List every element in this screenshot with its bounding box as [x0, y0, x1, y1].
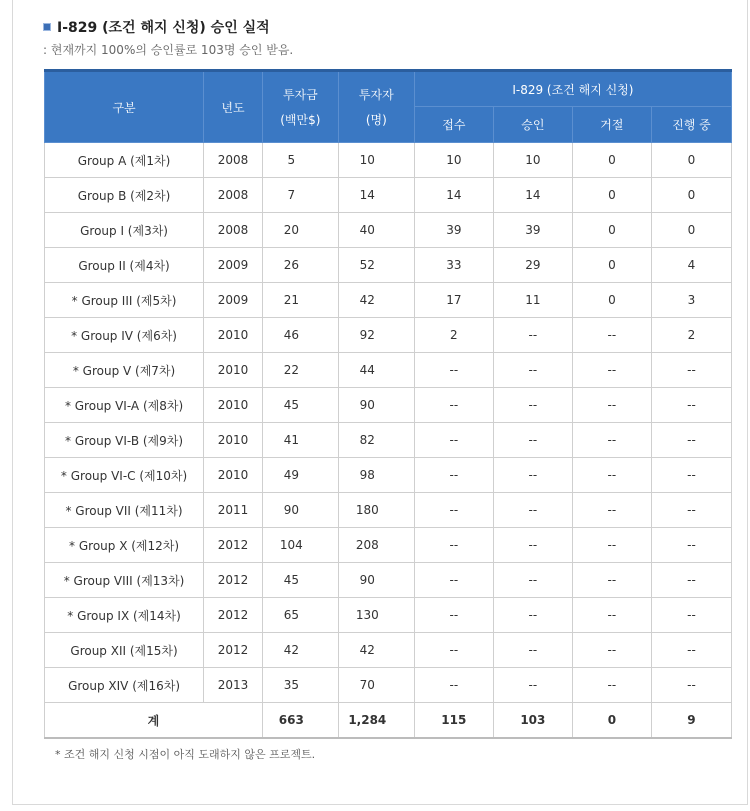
cell-rejected: --	[572, 598, 651, 633]
cell-investors: 92	[338, 318, 414, 353]
cell-received: --	[414, 598, 493, 633]
cell-received: --	[414, 388, 493, 423]
cell-year: 2010	[204, 388, 263, 423]
cell-investment: 26	[262, 248, 338, 283]
table-row	[45, 423, 732, 458]
cell-category: * Group IV (제6차)	[45, 318, 204, 353]
cell-rejected: --	[572, 458, 651, 493]
cell-category: Group XII (제15차)	[45, 633, 204, 668]
cell-approved: --	[493, 318, 572, 353]
cell-investors: 42	[338, 633, 414, 668]
cell-investors: 44	[338, 353, 414, 388]
header-investment	[262, 71, 338, 143]
cell-investors: 82	[338, 423, 414, 458]
cell-year: 2008	[204, 143, 263, 178]
cell-investment: 49	[262, 458, 338, 493]
cell-in-progress: --	[651, 528, 731, 563]
total-investment: 663	[262, 703, 338, 739]
header-year: 년도	[204, 71, 263, 143]
cell-investment: 65	[262, 598, 338, 633]
cell-investment: 45	[262, 563, 338, 598]
total-investors: 1,284	[338, 703, 414, 739]
cell-approved: --	[493, 353, 572, 388]
table-body	[45, 143, 732, 703]
cell-received: 2	[414, 318, 493, 353]
cell-category: Group II (제4차)	[45, 248, 204, 283]
header-investment-label: 투자금	[282, 88, 318, 102]
cell-category: * Group V (제7차)	[45, 353, 204, 388]
cell-in-progress: 3	[651, 283, 731, 318]
cell-category: * Group VIII (제13차)	[45, 563, 204, 598]
cell-approved: 11	[493, 283, 572, 318]
cell-approved: --	[493, 388, 572, 423]
cell-rejected: --	[572, 528, 651, 563]
cell-in-progress: 0	[651, 143, 731, 178]
section-title	[43, 17, 270, 37]
cell-investors: 14	[338, 178, 414, 213]
cell-investors: 90	[338, 388, 414, 423]
cell-category: * Group III (제5차)	[45, 283, 204, 318]
cell-approved: --	[493, 493, 572, 528]
cell-year: 2010	[204, 458, 263, 493]
cell-in-progress: --	[651, 633, 731, 668]
cell-investors: 98	[338, 458, 414, 493]
cell-year: 2009	[204, 248, 263, 283]
total-row	[45, 703, 732, 739]
cell-received: --	[414, 668, 493, 703]
cell-approved: --	[493, 668, 572, 703]
table-row	[45, 633, 732, 668]
cell-approved: 14	[493, 178, 572, 213]
cell-year: 2008	[204, 213, 263, 248]
cell-rejected: 0	[572, 143, 651, 178]
cell-in-progress: --	[651, 388, 731, 423]
cell-year: 2011	[204, 493, 263, 528]
table-row	[45, 178, 732, 213]
cell-investors: 130	[338, 598, 414, 633]
table-row	[45, 493, 732, 528]
cell-investment: 22	[262, 353, 338, 388]
cell-rejected: --	[572, 493, 651, 528]
cell-category: Group I (제3차)	[45, 213, 204, 248]
header-approved: 승인	[493, 107, 572, 143]
cell-approved: --	[493, 528, 572, 563]
cell-in-progress: 2	[651, 318, 731, 353]
header-received: 접수	[414, 107, 493, 143]
cell-investors: 90	[338, 563, 414, 598]
cell-in-progress: 0	[651, 178, 731, 213]
cell-rejected: 0	[572, 213, 651, 248]
cell-in-progress: --	[651, 668, 731, 703]
cell-category: Group XIV (제16차)	[45, 668, 204, 703]
cell-approved: --	[493, 563, 572, 598]
cell-investors: 208	[338, 528, 414, 563]
cell-year: 2012	[204, 528, 263, 563]
cell-investors: 42	[338, 283, 414, 318]
cell-year: 2010	[204, 353, 263, 388]
table-row	[45, 598, 732, 633]
total-approved: 103	[493, 703, 572, 739]
header-investment-unit: (백만$)	[280, 113, 321, 127]
cell-investment: 20	[262, 213, 338, 248]
cell-in-progress: --	[651, 423, 731, 458]
cell-received: --	[414, 458, 493, 493]
cell-received: --	[414, 493, 493, 528]
cell-received: --	[414, 528, 493, 563]
cell-rejected: --	[572, 318, 651, 353]
header-i829-group: I-829 (조건 해지 신청)	[414, 71, 731, 107]
table-row	[45, 388, 732, 423]
cell-rejected: 0	[572, 248, 651, 283]
cell-rejected: --	[572, 423, 651, 458]
cell-investment: 41	[262, 423, 338, 458]
cell-investors: 180	[338, 493, 414, 528]
header-rejected: 거절	[572, 107, 651, 143]
cell-rejected: --	[572, 668, 651, 703]
cell-received: 33	[414, 248, 493, 283]
cell-category: Group B (제2차)	[45, 178, 204, 213]
cell-investment: 90	[262, 493, 338, 528]
table-row	[45, 528, 732, 563]
cell-approved: --	[493, 458, 572, 493]
total-label: 계	[45, 703, 263, 739]
cell-category: * Group VI-B (제9차)	[45, 423, 204, 458]
square-bullet-icon	[43, 23, 51, 31]
cell-approved: --	[493, 423, 572, 458]
cell-year: 2010	[204, 423, 263, 458]
cell-approved: 29	[493, 248, 572, 283]
footnote: * 조건 해지 신청 시점이 아직 도래하지 않은 프로젝트.	[55, 748, 316, 761]
cell-in-progress: 4	[651, 248, 731, 283]
cell-in-progress: --	[651, 458, 731, 493]
cell-received: 10	[414, 143, 493, 178]
cell-category: Group A (제1차)	[45, 143, 204, 178]
section-subtitle: : 현재까지 100%의 승인률로 103명 승인 받음.	[43, 43, 294, 57]
cell-year: 2009	[204, 283, 263, 318]
cell-investment: 45	[262, 388, 338, 423]
cell-year: 2008	[204, 178, 263, 213]
cell-investment: 5	[262, 143, 338, 178]
cell-received: 14	[414, 178, 493, 213]
cell-year: 2013	[204, 668, 263, 703]
table-row	[45, 283, 732, 318]
cell-received: 39	[414, 213, 493, 248]
table-row	[45, 143, 732, 178]
table-row	[45, 248, 732, 283]
table-row	[45, 353, 732, 388]
cell-in-progress: --	[651, 563, 731, 598]
table-row	[45, 563, 732, 598]
cell-in-progress: 0	[651, 213, 731, 248]
i829-results-table	[44, 69, 732, 739]
cell-investment: 21	[262, 283, 338, 318]
total-in-progress: 9	[651, 703, 731, 739]
cell-rejected: --	[572, 633, 651, 668]
header-investors-unit: (명)	[365, 113, 387, 127]
cell-investors: 52	[338, 248, 414, 283]
total-rejected: 0	[572, 703, 651, 739]
cell-received: 17	[414, 283, 493, 318]
cell-in-progress: --	[651, 353, 731, 388]
header-in-progress: 진행 중	[651, 107, 731, 143]
cell-approved: 39	[493, 213, 572, 248]
table-row	[45, 458, 732, 493]
table-row	[45, 668, 732, 703]
cell-category: * Group VI-A (제8차)	[45, 388, 204, 423]
cell-received: --	[414, 423, 493, 458]
cell-rejected: --	[572, 388, 651, 423]
cell-investment: 7	[262, 178, 338, 213]
cell-approved: 10	[493, 143, 572, 178]
cell-received: --	[414, 563, 493, 598]
cell-category: * Group IX (제14차)	[45, 598, 204, 633]
cell-investment: 35	[262, 668, 338, 703]
cell-year: 2010	[204, 318, 263, 353]
cell-in-progress: --	[651, 493, 731, 528]
cell-year: 2012	[204, 598, 263, 633]
section-title-text: I-829 (조건 해지 신청) 승인 실적	[57, 20, 270, 36]
cell-investment: 42	[262, 633, 338, 668]
cell-received: --	[414, 353, 493, 388]
total-received: 115	[414, 703, 493, 739]
header-category: 구분	[45, 71, 204, 143]
header-investors	[338, 71, 414, 143]
header-investors-label: 투자자	[358, 88, 394, 102]
cell-year: 2012	[204, 563, 263, 598]
cell-investors: 10	[338, 143, 414, 178]
cell-investors: 70	[338, 668, 414, 703]
cell-in-progress: --	[651, 598, 731, 633]
cell-rejected: 0	[572, 178, 651, 213]
cell-category: * Group VII (제11차)	[45, 493, 204, 528]
table-row	[45, 213, 732, 248]
cell-category: * Group X (제12차)	[45, 528, 204, 563]
content-panel	[12, 0, 748, 805]
cell-investors: 40	[338, 213, 414, 248]
table-row	[45, 318, 732, 353]
cell-approved: --	[493, 598, 572, 633]
cell-investment: 46	[262, 318, 338, 353]
cell-rejected: --	[572, 353, 651, 388]
cell-category: * Group VI-C (제10차)	[45, 458, 204, 493]
cell-approved: --	[493, 633, 572, 668]
cell-rejected: --	[572, 563, 651, 598]
cell-received: --	[414, 633, 493, 668]
cell-investment: 104	[262, 528, 338, 563]
cell-rejected: 0	[572, 283, 651, 318]
cell-year: 2012	[204, 633, 263, 668]
